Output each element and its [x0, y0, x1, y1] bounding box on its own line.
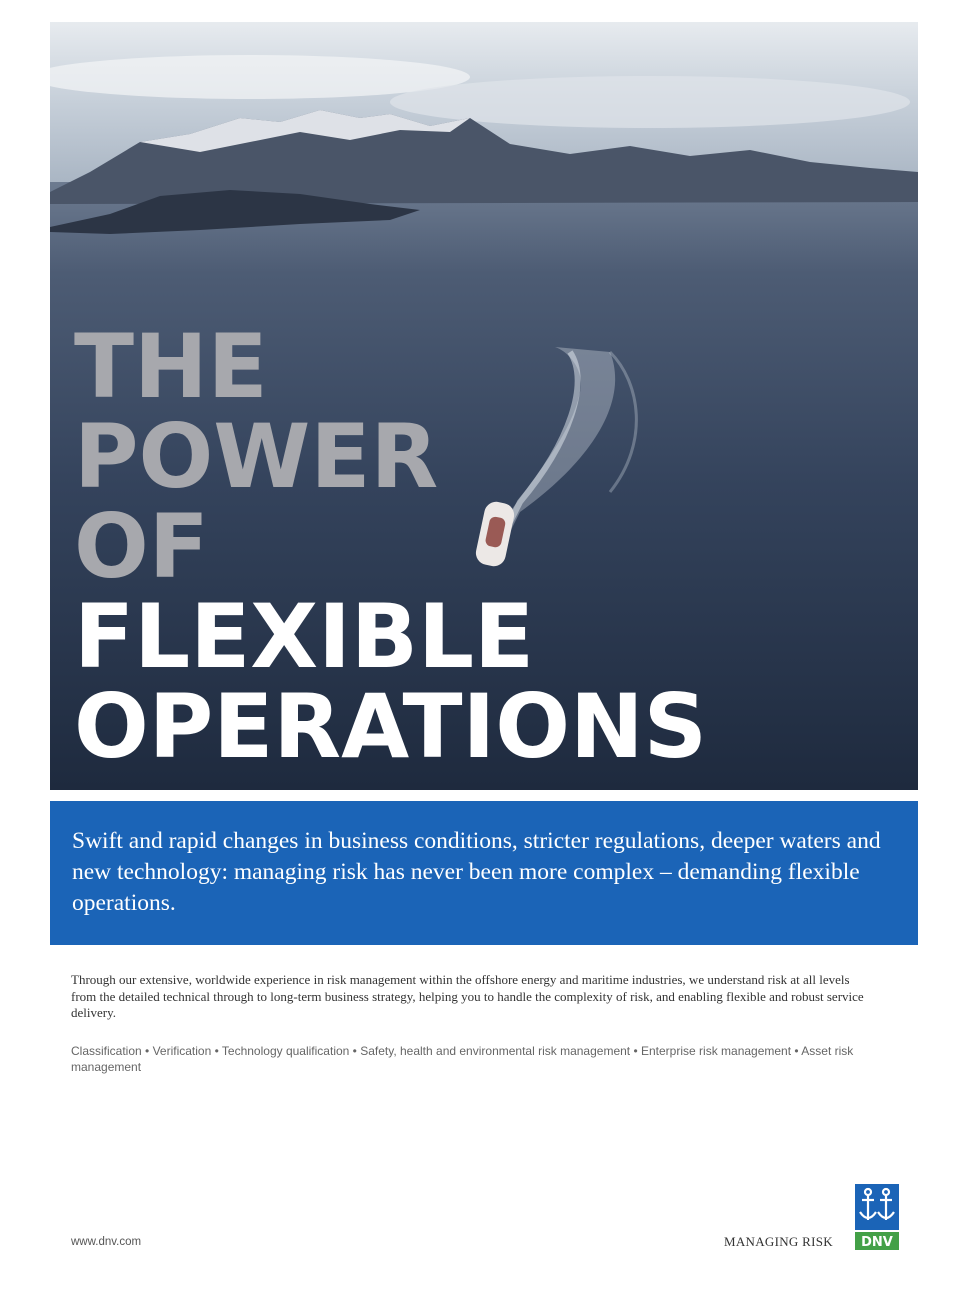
body-text: Through our extensive, worldwide experience in risk management within the offshore energy and maritime industries, we understand risk at all levels from the detailed technical through to long-term business strategy, helping you to handle the complexity of risk, and enabling flexible and robust service delivery.: [71, 972, 864, 1020]
headline-line-5: OPERATIONS: [74, 675, 708, 778]
logo-text: DNV: [861, 1235, 893, 1250]
headline-line-4: FLEXIBLE: [74, 585, 535, 688]
headline: [74, 315, 708, 778]
headline-line-1: THE: [74, 315, 268, 418]
blue-banner: [50, 801, 918, 945]
headline-line-2: POWER: [74, 405, 439, 508]
dnv-logo-icon: [855, 1184, 899, 1250]
banner-text: Swift and rapid changes in business conditions, stricter regulations, deeper waters and new technology: managing risk has never been more complex – demanding flexible operations.: [72, 828, 881, 916]
tagline: MANAGING RISK: [724, 1234, 833, 1249]
hero-image: [50, 22, 918, 790]
website-link[interactable]: www.dnv.com: [71, 1236, 142, 1248]
services-list: Classification • Verification • Technology qualification • Safety, health and environmental risk management • Enterprise risk management • Asset risk management: [71, 1044, 854, 1074]
headline-line-3: OF: [74, 495, 209, 598]
